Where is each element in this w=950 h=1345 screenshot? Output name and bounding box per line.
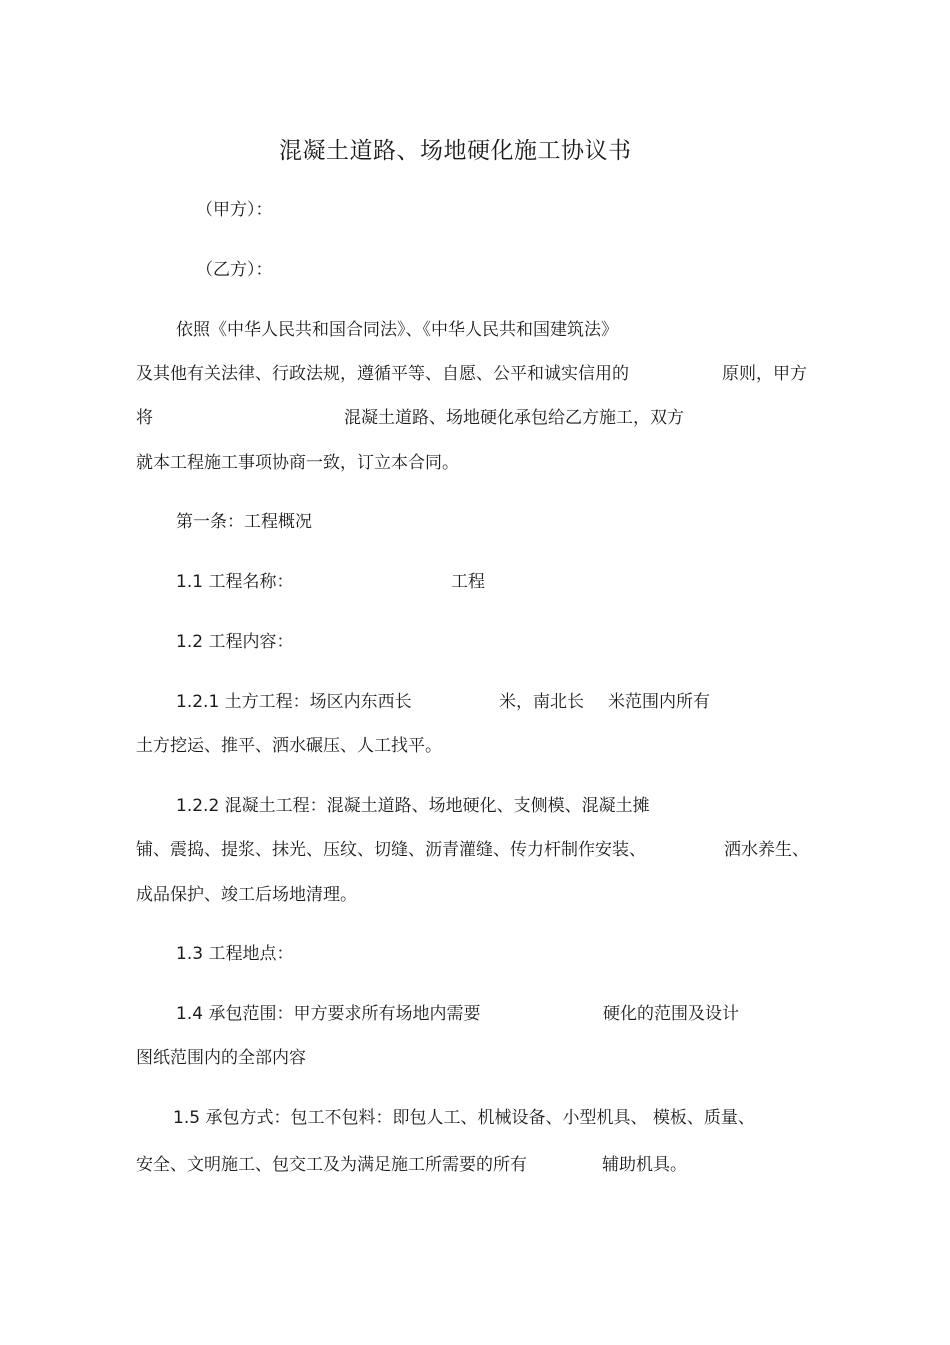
item-1-2-1-c: 米范围内所有 <box>608 692 710 712</box>
item-1-4-b: 硬化的范围及设计 <box>603 1004 739 1024</box>
preamble-line-4: 就本工程施工事项协商一致，订立本合同。 <box>136 453 459 473</box>
item-1-5-line-2a: 安全、文明施工、包交工及为满足施工所需要的所有 <box>136 1155 527 1175</box>
document-title: 混凝土道路、场地硬化施工协议书 <box>279 138 632 164</box>
item-1-2-2-line-1: 1.2.2 混凝土工程：混凝土道路、场地硬化、支侧模、混凝土摊 <box>176 796 650 816</box>
item-1-2-1-a: 1.2.1 土方工程：场区内东西长 <box>176 692 412 712</box>
item-1-1-suffix: 工程 <box>451 572 485 592</box>
preamble-line-3a: 将 <box>136 408 153 428</box>
item-1-2-2-line-3: 成品保护、竣工后场地清理。 <box>136 885 357 905</box>
item-1-5-line-1: 1.5 承包方式：包工不包料：即包人工、机械设备、小型机具、 模板、质量、 <box>173 1108 755 1128</box>
preamble-line-3b: 混凝土道路、场地硬化承包给乙方施工，双方 <box>344 408 684 428</box>
item-1-2-2-line-2b: 洒水养生、 <box>724 840 809 860</box>
item-1-2: 1.2 工程内容： <box>176 632 294 652</box>
preamble-line-2b: 原则，甲方 <box>722 364 807 384</box>
party-b-label: （乙方）： <box>196 260 273 280</box>
party-a-label: （甲方）： <box>196 200 273 220</box>
item-1-4-a: 1.4 承包范围：甲方要求所有场地内需要 <box>176 1004 481 1024</box>
article-1-heading: 第一条：工程概况 <box>176 512 312 532</box>
item-1-4-line-2: 图纸范围内的全部内容 <box>136 1048 306 1068</box>
item-1-5-line-2b: 辅助机具。 <box>602 1155 687 1175</box>
preamble-line-1: 依照《中华人民共和国合同法》、《中华人民共和国建筑法》 <box>176 320 618 340</box>
item-1-2-1-b: 米，南北长 <box>499 692 584 712</box>
item-1-3: 1.3 工程地点： <box>176 944 294 964</box>
preamble-line-2a: 及其他有关法律、行政法规，遵循平等、自愿、公平和诚实信用的 <box>136 364 629 384</box>
item-1-2-2-line-2a: 铺、震捣、提浆、抹光、压纹、切缝、沥青灌缝、传力杆制作安装、 <box>136 840 646 860</box>
item-1-2-1-line-2: 土方挖运、推平、洒水碾压、人工找平。 <box>136 736 442 756</box>
item-1-1-label: 1.1 工程名称： <box>176 572 294 592</box>
